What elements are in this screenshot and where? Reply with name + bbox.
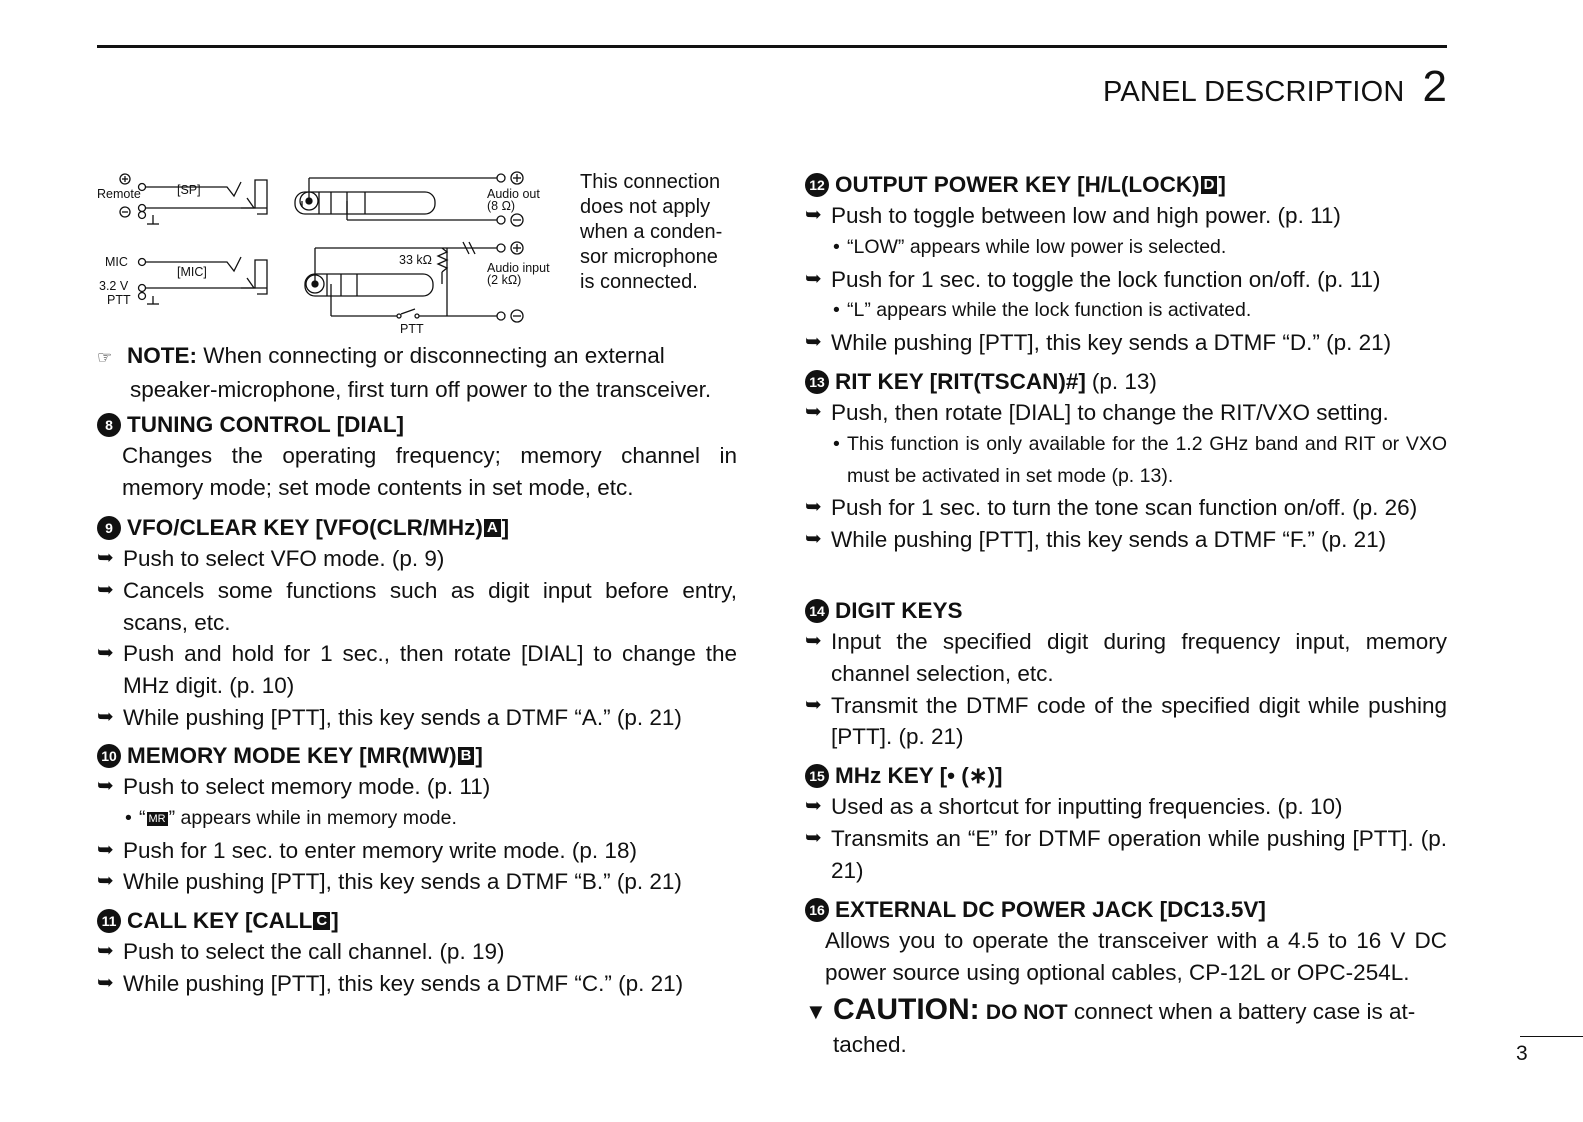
section-title: VFO/CLEAR KEY [VFO(CLR/MHz) — [127, 515, 483, 540]
bullet-icon: • — [125, 806, 132, 829]
arrow-icon: ➥ — [805, 528, 822, 551]
number-badge: 15 — [805, 764, 829, 788]
arrow-icon: ➥ — [805, 826, 822, 849]
arrow-icon: ➥ — [97, 971, 114, 994]
item-text: While pushing [PTT], this key sends a DTMF “D.” (p. 21) — [831, 330, 1392, 356]
number-badge: 10 — [97, 744, 121, 768]
section-memory-mode-key — [97, 741, 737, 898]
list-item — [805, 823, 1447, 887]
caption-line: does not apply — [580, 196, 711, 218]
key-box: C — [313, 912, 330, 930]
arrow-icon: ➥ — [97, 547, 114, 569]
label-audio-out: Audio out — [487, 187, 540, 201]
item-text: Push, then rotate [DIAL] to change the RIT/VXO setting. — [831, 400, 1389, 425]
connection-diagram — [97, 170, 567, 340]
item-text: “LOW” appears while low power is selected. — [847, 235, 1227, 258]
section-title: CALL KEY [CALL — [127, 908, 313, 933]
arrow-icon: ➥ — [97, 870, 114, 893]
section-title: TUNING CONTROL [DIAL] — [127, 412, 405, 437]
mr-indicator-icon: MR — [148, 812, 166, 825]
item-text: While pushing [PTT], this key sends a DTMF “F.” (p. 21) — [831, 527, 1387, 553]
sub-item — [805, 232, 1447, 264]
list-item — [97, 575, 737, 639]
quote-open: “ — [139, 806, 146, 829]
label-resistor: 33 kΩ — [399, 253, 432, 267]
arrow-icon: ➥ — [97, 642, 114, 665]
arrow-icon: ➥ — [805, 401, 822, 423]
note-line-1: When connecting or disconnecting an external — [203, 343, 665, 368]
section-digit-keys — [805, 596, 1447, 753]
key-box: B — [458, 747, 475, 765]
label-ptt-left: PTT — [107, 293, 131, 307]
arrow-icon: ➥ — [805, 496, 822, 519]
item-text: “L” appears while the lock function is activated. — [847, 299, 1252, 322]
list-item — [805, 397, 1447, 429]
header-title: PANEL DESCRIPTION — [1103, 76, 1405, 108]
caption-line: when a conden- — [580, 221, 723, 243]
section-dc-power-jack — [805, 895, 1447, 989]
section-call-key — [97, 906, 737, 1000]
label-8ohm: (8 Ω) — [487, 199, 516, 213]
section-title: MEMORY MODE KEY [MR(MW) — [127, 743, 457, 768]
list-item — [805, 690, 1447, 754]
page-header — [1103, 62, 1447, 112]
arrow-icon: ➥ — [805, 693, 822, 716]
title-bracket: ] — [331, 908, 339, 933]
section-tuning-control — [97, 410, 737, 504]
item-text: Transmit the DTMF code of the specified digit while pushing [PTT]. (p. 21) — [831, 692, 1447, 750]
label-mic-bracket: [MIC] — [177, 265, 207, 279]
arrow-icon: ➥ — [97, 775, 114, 797]
item-text: While pushing [PTT], this key sends a DTMF “B.” (p. 21) — [123, 869, 682, 895]
page-number-rule — [1520, 1036, 1583, 1037]
item-text: Push for 1 sec. to enter memory write mode. (p. 18) — [123, 837, 637, 863]
item-text: Push for 1 sec. to turn the tone scan function on/off. (p. 26) — [831, 495, 1418, 521]
arrow-icon: ➥ — [97, 838, 114, 861]
list-item — [805, 791, 1447, 823]
item-text: ” appears while in memory mode. — [168, 806, 457, 829]
section-title: RIT KEY [RIT(TSCAN)#] — [835, 369, 1086, 394]
diagram-caption — [580, 170, 740, 295]
list-item — [97, 543, 737, 575]
arrow-icon: ➥ — [805, 331, 822, 354]
sub-item — [805, 429, 1447, 493]
item-text: Push and hold for 1 sec., then rotate [DIAL] to change the MHz digit. (p. 10) — [123, 641, 737, 699]
key-box: D — [1201, 176, 1218, 194]
item-text: Push for 1 sec. to toggle the lock function on/off. (p. 11) — [831, 266, 1381, 292]
number-badge: 11 — [97, 909, 121, 933]
section-output-power-key — [805, 170, 1447, 359]
list-item — [97, 866, 737, 898]
title-bracket: ] — [475, 743, 483, 768]
caution-label: CAUTION: — [833, 993, 980, 1026]
arrow-icon: ➥ — [97, 578, 114, 601]
top-rule — [97, 45, 1447, 48]
note-label: NOTE: — [127, 343, 197, 368]
caution-text: connect when a battery case is at- — [1073, 999, 1416, 1024]
item-text: Push to toggle between low and high power. (p. 11) — [831, 203, 1341, 228]
list-item — [805, 626, 1447, 690]
label-ptt-bottom: PTT — [400, 322, 424, 336]
section-mhz-key — [805, 761, 1447, 886]
list-item — [805, 327, 1447, 359]
number-badge: 9 — [97, 516, 121, 540]
number-badge: 16 — [805, 898, 829, 922]
note-block — [97, 340, 737, 406]
item-text: Used as a shortcut for inputting frequencies. (p. 10) — [831, 794, 1343, 819]
caution-block — [805, 994, 1447, 1061]
label-mic: MIC — [105, 255, 128, 269]
section-title: MHz KEY [• (∗)] — [835, 763, 1003, 788]
item-text: While pushing [PTT], this key sends a DTMF “A.” (p. 21) — [123, 704, 682, 730]
list-item — [97, 936, 737, 968]
bullet-icon: • — [833, 235, 840, 258]
title-bracket: ] — [1218, 172, 1226, 197]
item-text: Cancels some functions such as digit input before entry, scans, etc. — [123, 577, 737, 635]
label-remote: Remote — [97, 187, 141, 201]
label-audio-input: Audio input — [487, 261, 550, 275]
arrow-icon: ➥ — [805, 204, 822, 226]
section-rit-key — [805, 367, 1447, 556]
section-vfo-clear-key — [97, 513, 737, 734]
page-ref: (p. 13) — [1091, 369, 1157, 394]
list-item — [97, 702, 737, 734]
sub-item — [805, 295, 1447, 327]
item-text: Input the specified digit during frequency input, memory channel selection, etc. — [831, 629, 1447, 686]
number-badge: 13 — [805, 370, 829, 394]
list-item — [97, 771, 737, 803]
list-item — [805, 200, 1447, 232]
caption-line: sor microphone — [580, 246, 718, 268]
list-item — [805, 492, 1447, 524]
item-text: While pushing [PTT], this key sends a DTMF “C.” (p. 21) — [123, 970, 684, 996]
sub-item — [97, 803, 737, 835]
caution-triangle-icon: ▼ — [805, 999, 827, 1024]
pointing-hand-icon: ☞ — [97, 348, 113, 367]
number-badge: 8 — [97, 413, 121, 437]
caption-line: This connection — [580, 171, 721, 193]
caution-text-cont: tached. — [833, 1031, 907, 1057]
arrow-icon: ➥ — [805, 267, 822, 290]
list-item — [805, 264, 1447, 296]
arrow-icon: ➥ — [805, 630, 822, 652]
title-bracket: ] — [501, 515, 510, 540]
item-text: Push to select memory mode. (p. 11) — [123, 774, 491, 799]
section-paragraph: Changes the operating frequency; memory channel in memory mode; set mode contents in set mode, etc. — [122, 443, 737, 500]
list-item — [97, 638, 737, 702]
number-badge: 12 — [805, 173, 829, 197]
section-title: EXTERNAL DC POWER JACK [DC13.5V] — [835, 897, 1266, 922]
section-title: DIGIT KEYS — [835, 598, 963, 623]
number-badge: 14 — [805, 599, 829, 623]
item-text: Transmits an “E” for DTMF operation while pushing [PTT]. (p. 21) — [831, 825, 1447, 883]
label-2kohm: (2 kΩ) — [487, 273, 522, 287]
do-not-label: DO NOT — [985, 1001, 1068, 1024]
list-item — [97, 968, 737, 1000]
item-text: Push to select the call channel. (p. 19) — [123, 939, 505, 964]
label-sp: [SP] — [177, 183, 201, 197]
arrow-icon: ➥ — [97, 940, 114, 962]
bullet-icon: • — [833, 432, 840, 455]
list-item — [805, 524, 1447, 556]
section-paragraph: Allows you to operate the transceiver with a 4.5 to 16 V DC power source using optional cables, CP-12L or OPC-254L. — [825, 928, 1447, 985]
section-title: OUTPUT POWER KEY [H/L(LOCK) — [835, 172, 1200, 197]
page-number: 3 — [1516, 1042, 1528, 1065]
note-line-2: speaker-microphone, first turn off power to the transceiver. — [130, 376, 712, 402]
chapter-number: 2 — [1422, 62, 1447, 111]
item-text: This function is only available for the 1.2 GHz band and RIT or VXO must be activated in set mode (p. 13). — [847, 432, 1447, 487]
caption-line: is connected. — [580, 271, 698, 293]
arrow-icon: ➥ — [97, 705, 114, 728]
arrow-icon: ➥ — [805, 795, 822, 817]
bullet-icon: • — [833, 299, 840, 322]
item-text: Push to select VFO mode. (p. 9) — [123, 546, 445, 571]
label-3v2: 3.2 V — [99, 279, 129, 293]
key-box: A — [484, 519, 501, 537]
list-item — [97, 835, 737, 867]
